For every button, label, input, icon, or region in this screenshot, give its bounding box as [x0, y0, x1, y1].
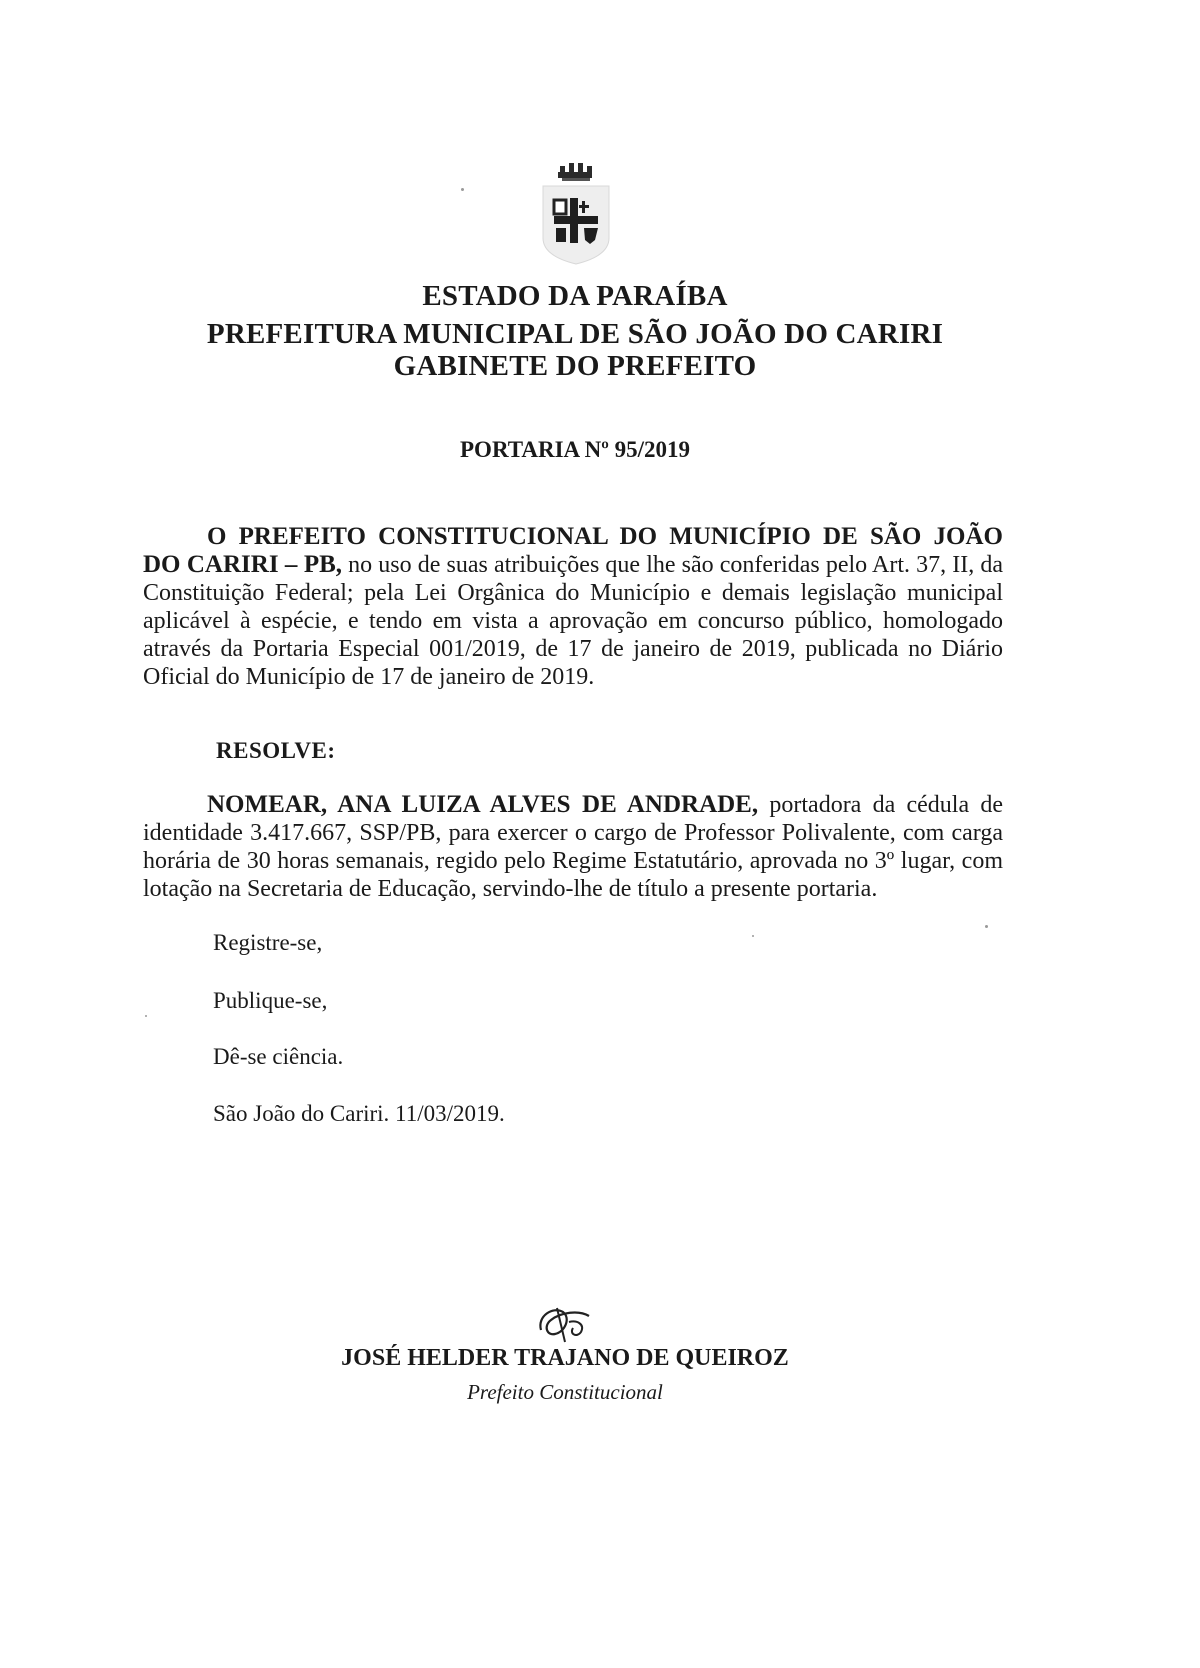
header-state: ESTADO DA PARAÍBA	[422, 280, 728, 312]
nomear-text: portadora da cédula de identidade 3.417.667, SSP/PB, para exercer o cargo de Professor Polivalente, com carga horária de 30 horas semanais, regido pelo Regime Estatutário, aprovada no 3º lugar, com lotação na Secretaria de Educação, servindo-lhe de título a presente portaria.	[143, 792, 1004, 902]
signer-role: Prefeito Constitucional	[467, 1380, 663, 1404]
nomear-paragraph	[143, 791, 1003, 903]
scan-speck	[752, 935, 754, 937]
signature-mark	[535, 1302, 595, 1346]
header-gabinete: GABINETE DO PREFEITO	[393, 350, 757, 382]
intro-lead: O PREFEITO CONSTITUCIONAL DO MUNICÍPIO DE SÃO JOÃO DO CARIRI – PB,	[143, 523, 1003, 578]
scan-speck	[145, 1015, 147, 1017]
signer-name: JOSÉ HELDER TRAJANO DE QUEIROZ	[341, 1345, 789, 1371]
closing-registre: Registre-se,	[213, 930, 323, 955]
resolve-heading: RESOLVE:	[216, 738, 336, 763]
place-date: São João do Cariri. 11/03/2019.	[213, 1101, 505, 1126]
nomear-lead: NOMEAR, ANA LUIZA ALVES DE ANDRADE,	[207, 791, 759, 818]
closing-publique: Publique-se,	[213, 988, 328, 1013]
document-title: PORTARIA Nº 95/2019	[460, 437, 690, 462]
intro-text: no uso de suas atribuições que lhe são conferidas pelo Art. 37, II, da Constituição Federal; pela Lei Orgânica do Município e demais legislação municipal aplicável à espécie, e tendo em vista a aprovação em concurso público, homologado através da Portaria Especial 001/2019, de 17 de janeiro de 2019, publicada no Diário Oficial do Município de 17 de janeiro de 2019.	[143, 552, 1004, 690]
scan-speck	[461, 188, 464, 191]
closing-ciencia: Dê-se ciência.	[213, 1044, 344, 1069]
intro-paragraph	[143, 523, 1003, 691]
header-prefeitura: PREFEITURA MUNICIPAL DE SÃO JOÃO DO CARIRI	[206, 318, 944, 350]
scan-speck	[985, 925, 988, 928]
coat-of-arms-icon	[540, 158, 612, 268]
